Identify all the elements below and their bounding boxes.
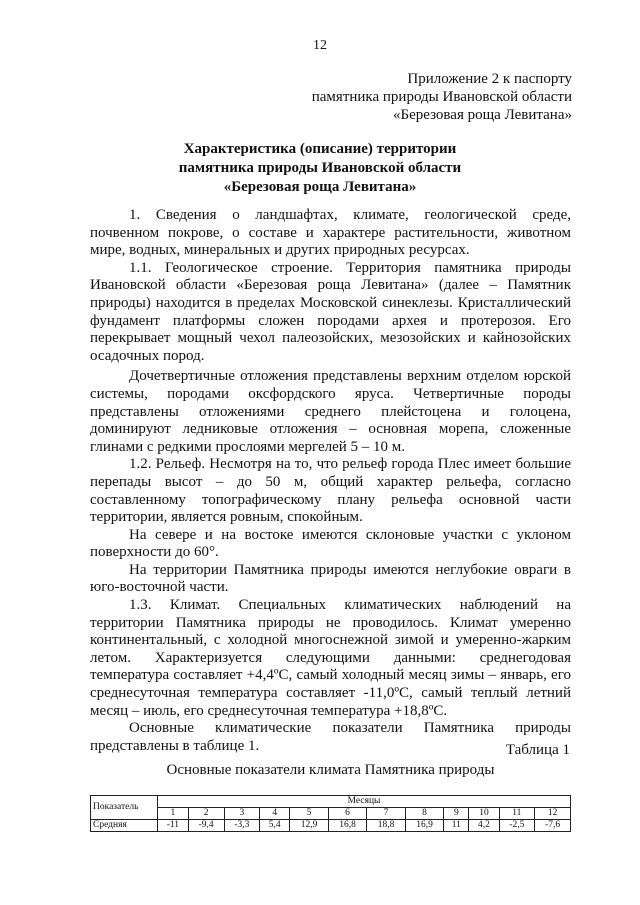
month-cell: 10	[469, 808, 499, 820]
paragraph: 1. Сведения о ландшафтах, климате, геологической среде, почвенном покрове, о составе и характере растительности, животном мире, водных, минеральных и других природных ресурсах.	[90, 207, 571, 259]
month-cell: 7	[367, 808, 406, 820]
table-label: Таблица 1	[505, 742, 570, 758]
table-title: Основные показатели климата Памятника природы	[166, 762, 495, 778]
page-number: 12	[313, 38, 327, 53]
table-months-row	[91, 808, 571, 820]
title-line: «Березовая роща Левитана»	[223, 179, 417, 195]
appendix-line: памятника природы Ивановской области	[311, 89, 572, 105]
paragraph: На севере и на востоке имеются склоновые участки с уклоном поверхности до 60°.	[90, 526, 571, 561]
value-cell: 5,4	[260, 820, 290, 832]
appendix-line: Приложение 2 к паспорту	[407, 71, 572, 87]
month-cell: 11	[499, 808, 535, 820]
value-cell: 11	[444, 820, 469, 832]
value-cell: -9,4	[188, 820, 224, 832]
value-cell: 16,9	[405, 820, 444, 832]
header-indicator: Показатель	[91, 796, 158, 820]
title-line: Характеристика (описание) территории	[183, 141, 457, 157]
month-cell: 5	[290, 808, 329, 820]
row-label: Средняя	[91, 820, 158, 832]
month-cell: 3	[224, 808, 260, 820]
paragraph: 1.1. Геологическое строение. Территория памятника природы Ивановской области «Березовая роща Левитана» (далее – Памятник природы) находится в пределах Московской синеклезы. Кристаллический фундамент платформы сложен породами архея и протерозоя. Его перекрывает мощный чехол палеозойских, мезозойских и кайнозойских осадочных пород.	[90, 259, 571, 364]
month-cell: 12	[535, 808, 571, 820]
paragraph: 1.2. Рельеф. Несмотря на то, что рельеф города Плес имеет большие перепады высот – до 50 м, общий характер рельефа, согласно составленному топографическому плану рельефа основной части территории, является ровным, спокойным.	[90, 456, 571, 526]
month-cell: 8	[405, 808, 444, 820]
paragraph: 1.3. Климат. Специальных климатических наблюдений на территории Памятника природы не проводилось. Климат умеренно континентальный, с холодной многоснежной зимой и умеренно-жарким летом. Характеризуется следующими данными: среднегодовая температура составляет +4,4ºС, самый холодный месяц зимы – январь, его среднесуточная температура составляет -11,0ºС, самый теплый летний месяц – июль, его среднесуточная температура +18,8ºС.	[90, 597, 571, 719]
title-line: памятника природы Ивановской области	[178, 160, 462, 176]
value-cell: 18,8	[367, 820, 406, 832]
paragraph: Основные климатические показатели Памятника природы представлены в таблице 1.	[90, 720, 571, 754]
appendix-line: «Березовая роща Левитана»	[392, 107, 572, 123]
document-title	[90, 140, 550, 197]
month-cell: 9	[444, 808, 469, 820]
header-months: Месяцы	[158, 796, 571, 808]
appendix-note	[312, 70, 572, 124]
table-header-row	[91, 796, 571, 808]
value-cell: 4,2	[469, 820, 499, 832]
value-cell: 16,8	[328, 820, 367, 832]
value-cell: 12,9	[290, 820, 329, 832]
month-cell: 2	[188, 808, 224, 820]
month-cell: 1	[158, 808, 189, 820]
climate-table	[90, 795, 571, 832]
value-cell: -11	[158, 820, 189, 832]
month-cell: 6	[328, 808, 367, 820]
paragraph: На территории Памятника природы имеются неглубокие овраги в юго-восточной части.	[90, 561, 571, 596]
paragraph: Дочетвертичные отложения представлены верхним отделом юрской системы, породами оксфордского яруса. Четвертичные породы представлены отложениями среднего плейстоцена и голоцена, доминируют ледниковые отложения – основная морепа, сложенные глинами с редкими прослоями мергелей 5 – 10 м.	[90, 368, 571, 455]
month-cell: 4	[260, 808, 290, 820]
document-body	[90, 207, 571, 755]
value-cell: -7,6	[535, 820, 571, 832]
table-row	[91, 820, 571, 832]
value-cell: -3,3	[224, 820, 260, 832]
value-cell: -2,5	[499, 820, 535, 832]
